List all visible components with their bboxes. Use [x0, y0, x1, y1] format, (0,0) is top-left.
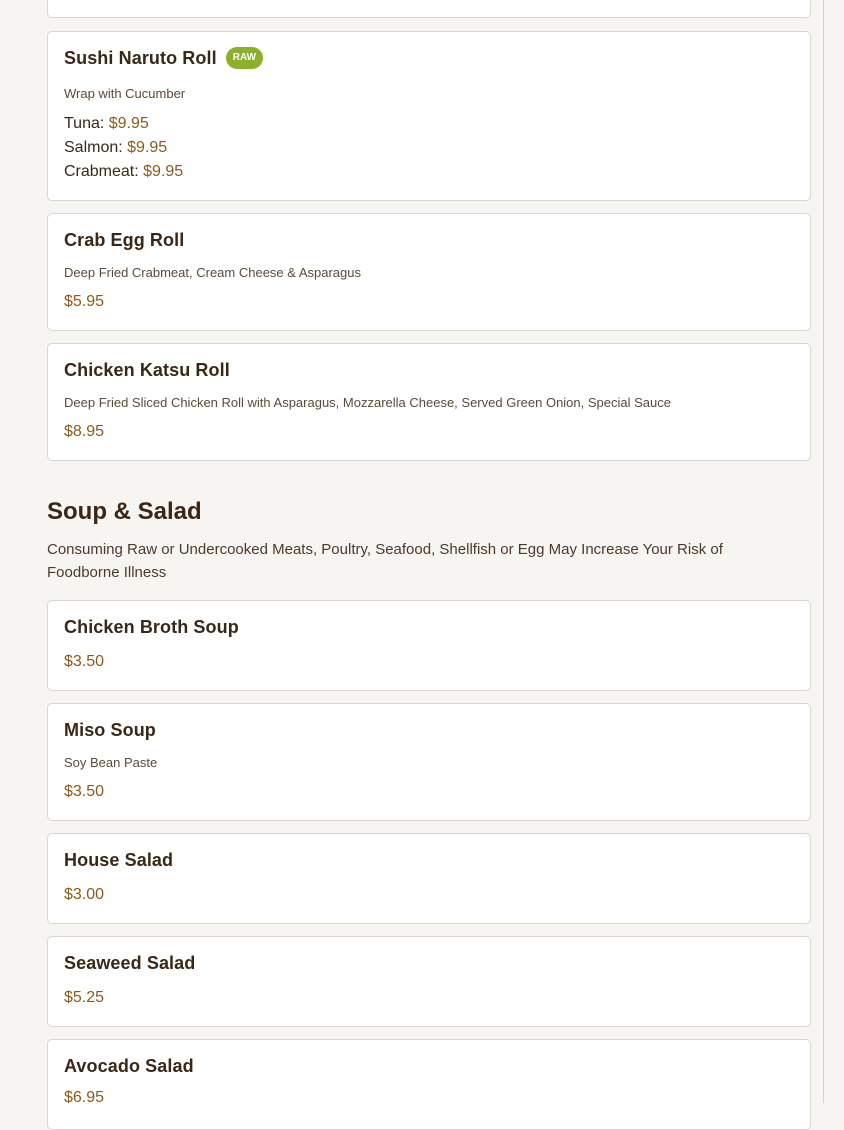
item-option-tuna[interactable]: [64, 115, 149, 133]
item-description: Wrap with Cucumber: [64, 86, 186, 101]
item-name: House Salad: [64, 850, 174, 870]
item-option-salmon[interactable]: [64, 139, 167, 157]
item-description: Soy Bean Paste: [64, 755, 158, 770]
item-price: $3.50: [64, 653, 105, 670]
item-description: Deep Fried Crabmeat, Cream Cheese & Asparagus: [64, 265, 361, 280]
option-name: Crabmeat:: [64, 163, 139, 180]
menu-item-card-seaweed-salad[interactable]: [47, 936, 811, 1027]
item-name: Chicken Broth Soup: [64, 617, 239, 637]
item-title-row: [64, 230, 184, 251]
option-name: Salmon:: [64, 139, 123, 156]
item-price: $3.50: [64, 783, 105, 800]
menu-item-card-avocado-salad[interactable]: [47, 1039, 811, 1130]
menu-item-card-house-salad[interactable]: [47, 833, 811, 924]
menu-item-card-sushi-naruto-roll[interactable]: [47, 31, 811, 201]
item-name: Avocado Salad: [64, 1056, 194, 1076]
item-title-row: [64, 360, 230, 381]
item-title-row: [64, 1056, 194, 1077]
menu-item-card-partial[interactable]: [47, 0, 811, 18]
option-price: $9.95: [143, 163, 184, 180]
item-price: $6.95: [64, 1089, 105, 1106]
option-price: $9.95: [127, 139, 168, 156]
item-title-row: [64, 850, 173, 871]
item-price: $3.00: [64, 886, 105, 903]
item-name: Miso Soup: [64, 720, 156, 740]
item-name: Sushi Naruto Roll: [64, 47, 217, 68]
item-title-row: [64, 953, 195, 974]
item-price: $5.25: [64, 989, 105, 1006]
section-title-soup-salad: Soup & Salad: [47, 498, 202, 525]
item-name: Seaweed Salad: [64, 953, 196, 973]
item-price: $8.95: [64, 423, 105, 440]
menu-item-card-chicken-broth-soup[interactable]: [47, 600, 811, 691]
option-price: $9.95: [108, 115, 149, 132]
item-price: $5.95: [64, 293, 105, 310]
item-name: Crab Egg Roll: [64, 230, 185, 250]
item-title-row: [64, 47, 263, 69]
item-title-row: [64, 617, 239, 638]
menu-item-card-chicken-katsu-roll[interactable]: [47, 343, 811, 461]
item-title-row: [64, 720, 156, 741]
menu-item-card-crab-egg-roll[interactable]: [47, 213, 811, 331]
menu-item-card-miso-soup[interactable]: [47, 703, 811, 821]
option-name: Tuna:: [64, 115, 105, 132]
raw-badge: RAW: [226, 47, 263, 69]
item-option-crabmeat[interactable]: [64, 163, 183, 181]
item-description: Deep Fried Sliced Chicken Roll with Asparagus, Mozzarella Cheese, Served Green Onion, Special Sauce: [64, 395, 671, 410]
section-note: Consuming Raw or Undercooked Meats, Poultry, Seafood, Shellfish or Egg May Increase Your Risk of Foodborne Illness: [47, 541, 723, 581]
item-name: Chicken Katsu Roll: [64, 360, 230, 380]
